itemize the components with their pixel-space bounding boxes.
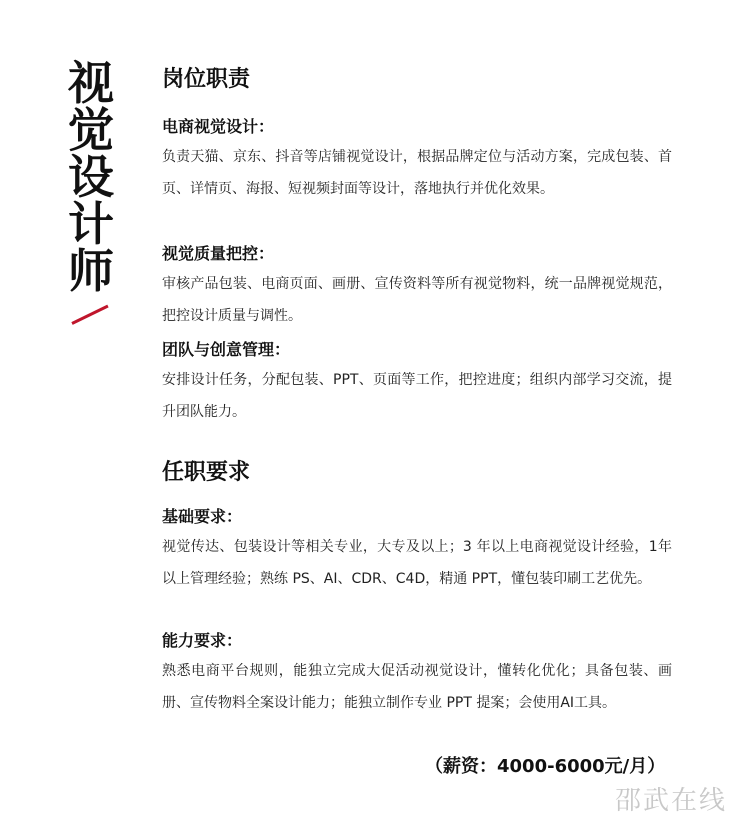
- accent-slash: [71, 305, 108, 325]
- job-title-char: 师: [68, 244, 114, 298]
- job-title-char: 觉: [68, 103, 114, 157]
- requirement-title: 能力要求：: [162, 631, 243, 650]
- responsibility-text: 安排设计任务，分配包装、PPT、页面等工作，把控进度；组织内部学习交流，提升团队能力。: [162, 372, 672, 420]
- salary-range: （薪资：4000-6000元/月）: [425, 756, 666, 777]
- responsibility-text: 审核产品包装、电商页面、画册、宣传资料等所有视觉物料，统一品牌视觉规范，把控设计质量与调性。: [162, 276, 672, 324]
- responsibility-title: 团队与创意管理：: [162, 340, 291, 359]
- responsibility-text: 负责天猫、京东、抖音等店铺视觉设计，根据品牌定位与活动方案，完成包装、首页、详情页、海报、短视频封面等设计，落地执行并优化效果。: [162, 149, 672, 197]
- responsibility-title: 电商视觉设计：: [162, 117, 275, 136]
- requirement-text: 视觉传达、包装设计等相关专业，大专及以上；3 年以上电商视觉设计经验，1年以上管理经验；熟练 PS、AI、CDR、C4D，精通 PPT，懂包装印刷工艺优先。: [162, 539, 672, 587]
- job-title-char: 视: [68, 56, 114, 110]
- job-title-char: 计: [68, 197, 114, 251]
- responsibilities-heading: 岗位职责: [162, 67, 251, 92]
- responsibility-title: 视觉质量把控：: [162, 244, 275, 263]
- job-title-char: 设: [68, 150, 114, 204]
- requirements-heading: 任职要求: [162, 460, 251, 485]
- requirement-title: 基础要求：: [162, 507, 243, 526]
- requirement-text: 熟悉电商平台规则，能独立完成大促活动视觉设计，懂转化优化；具备包装、画册、宣传物料全案设计能力；能独立制作专业 PPT 提案；会使用AI工具。: [162, 663, 672, 711]
- site-watermark: 邵武在线: [615, 786, 728, 816]
- job-title-vertical: [63, 56, 119, 298]
